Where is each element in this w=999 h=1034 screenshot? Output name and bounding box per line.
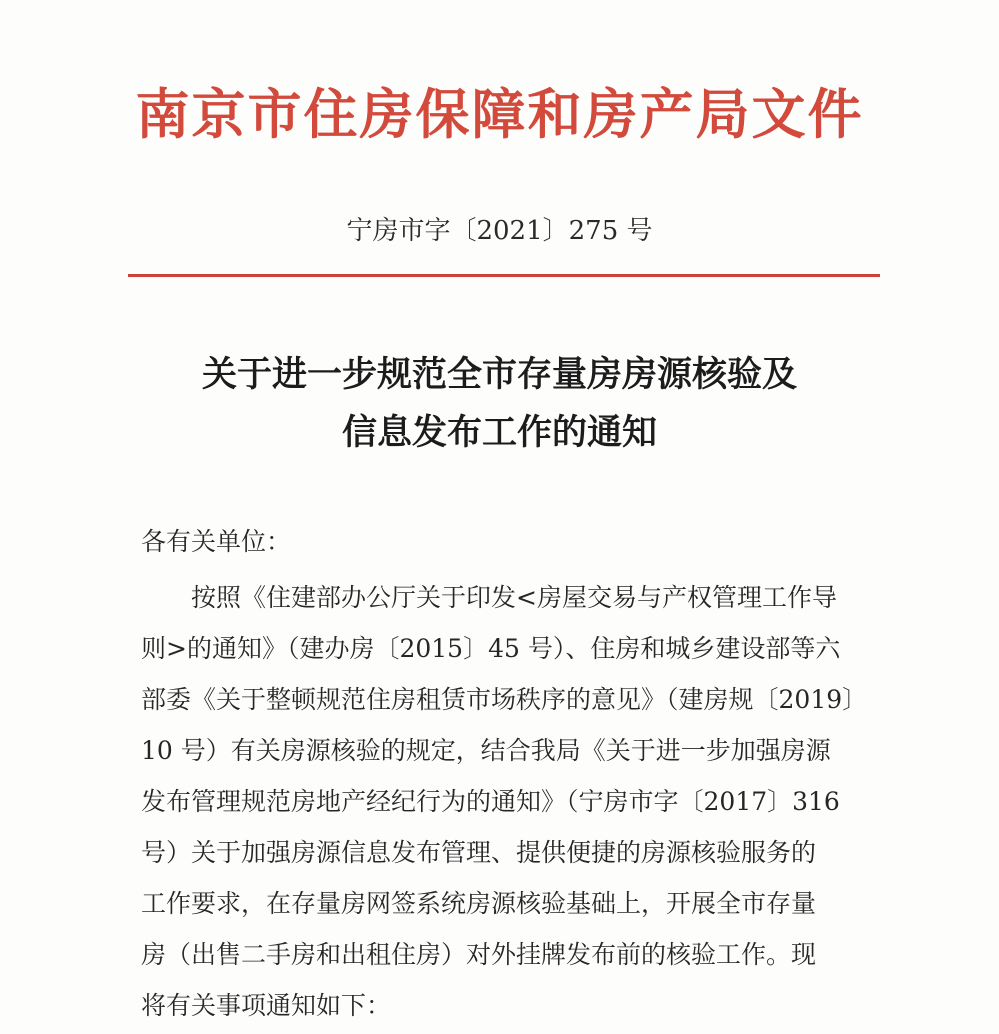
body-line: 工作要求，在存量房网签系统房源核验基础上，开展全市存量 (141, 889, 817, 918)
body-paragraph (141, 572, 881, 1031)
document-number: 宁房市字〔2021〕275 号 (346, 216, 653, 246)
document-title-line-2: 信息发布工作的通知 (341, 412, 657, 453)
red-divider-line (128, 274, 880, 277)
body-line: 房（出售二手房和出租住房）对外挂牌发布前的核验工作。现 (141, 940, 817, 969)
document-title-line-1: 关于进一步规范全市存量房房源核验及 (201, 354, 797, 395)
body-line: 按照《住建部办公厅关于印发<房屋交易与产权管理工作导 (191, 583, 837, 612)
issuing-authority-header: 南京市住房保障和房产局文件 (135, 82, 864, 146)
body-line: 号）关于加强房源信息发布管理、提供便捷的房源核验服务的 (141, 838, 817, 867)
salutation: 各有关单位： (141, 527, 292, 556)
body-line: 则>的通知》（建办房〔2015〕45 号）、住房和城乡建设部等六 (141, 634, 841, 663)
document-title (0, 346, 999, 462)
body-line: 发布管理规范房地产经纪行为的通知》（宁房市字〔2017〕316 (141, 787, 840, 816)
body-line: 部委《关于整顿规范住房租赁市场秩序的意见》（建房规〔2019〕 (141, 685, 868, 714)
body-line: 将有关事项通知如下： (141, 991, 392, 1020)
body-line: 10 号）有关房源核验的规定，结合我局《关于进一步加强房源 (141, 736, 831, 765)
